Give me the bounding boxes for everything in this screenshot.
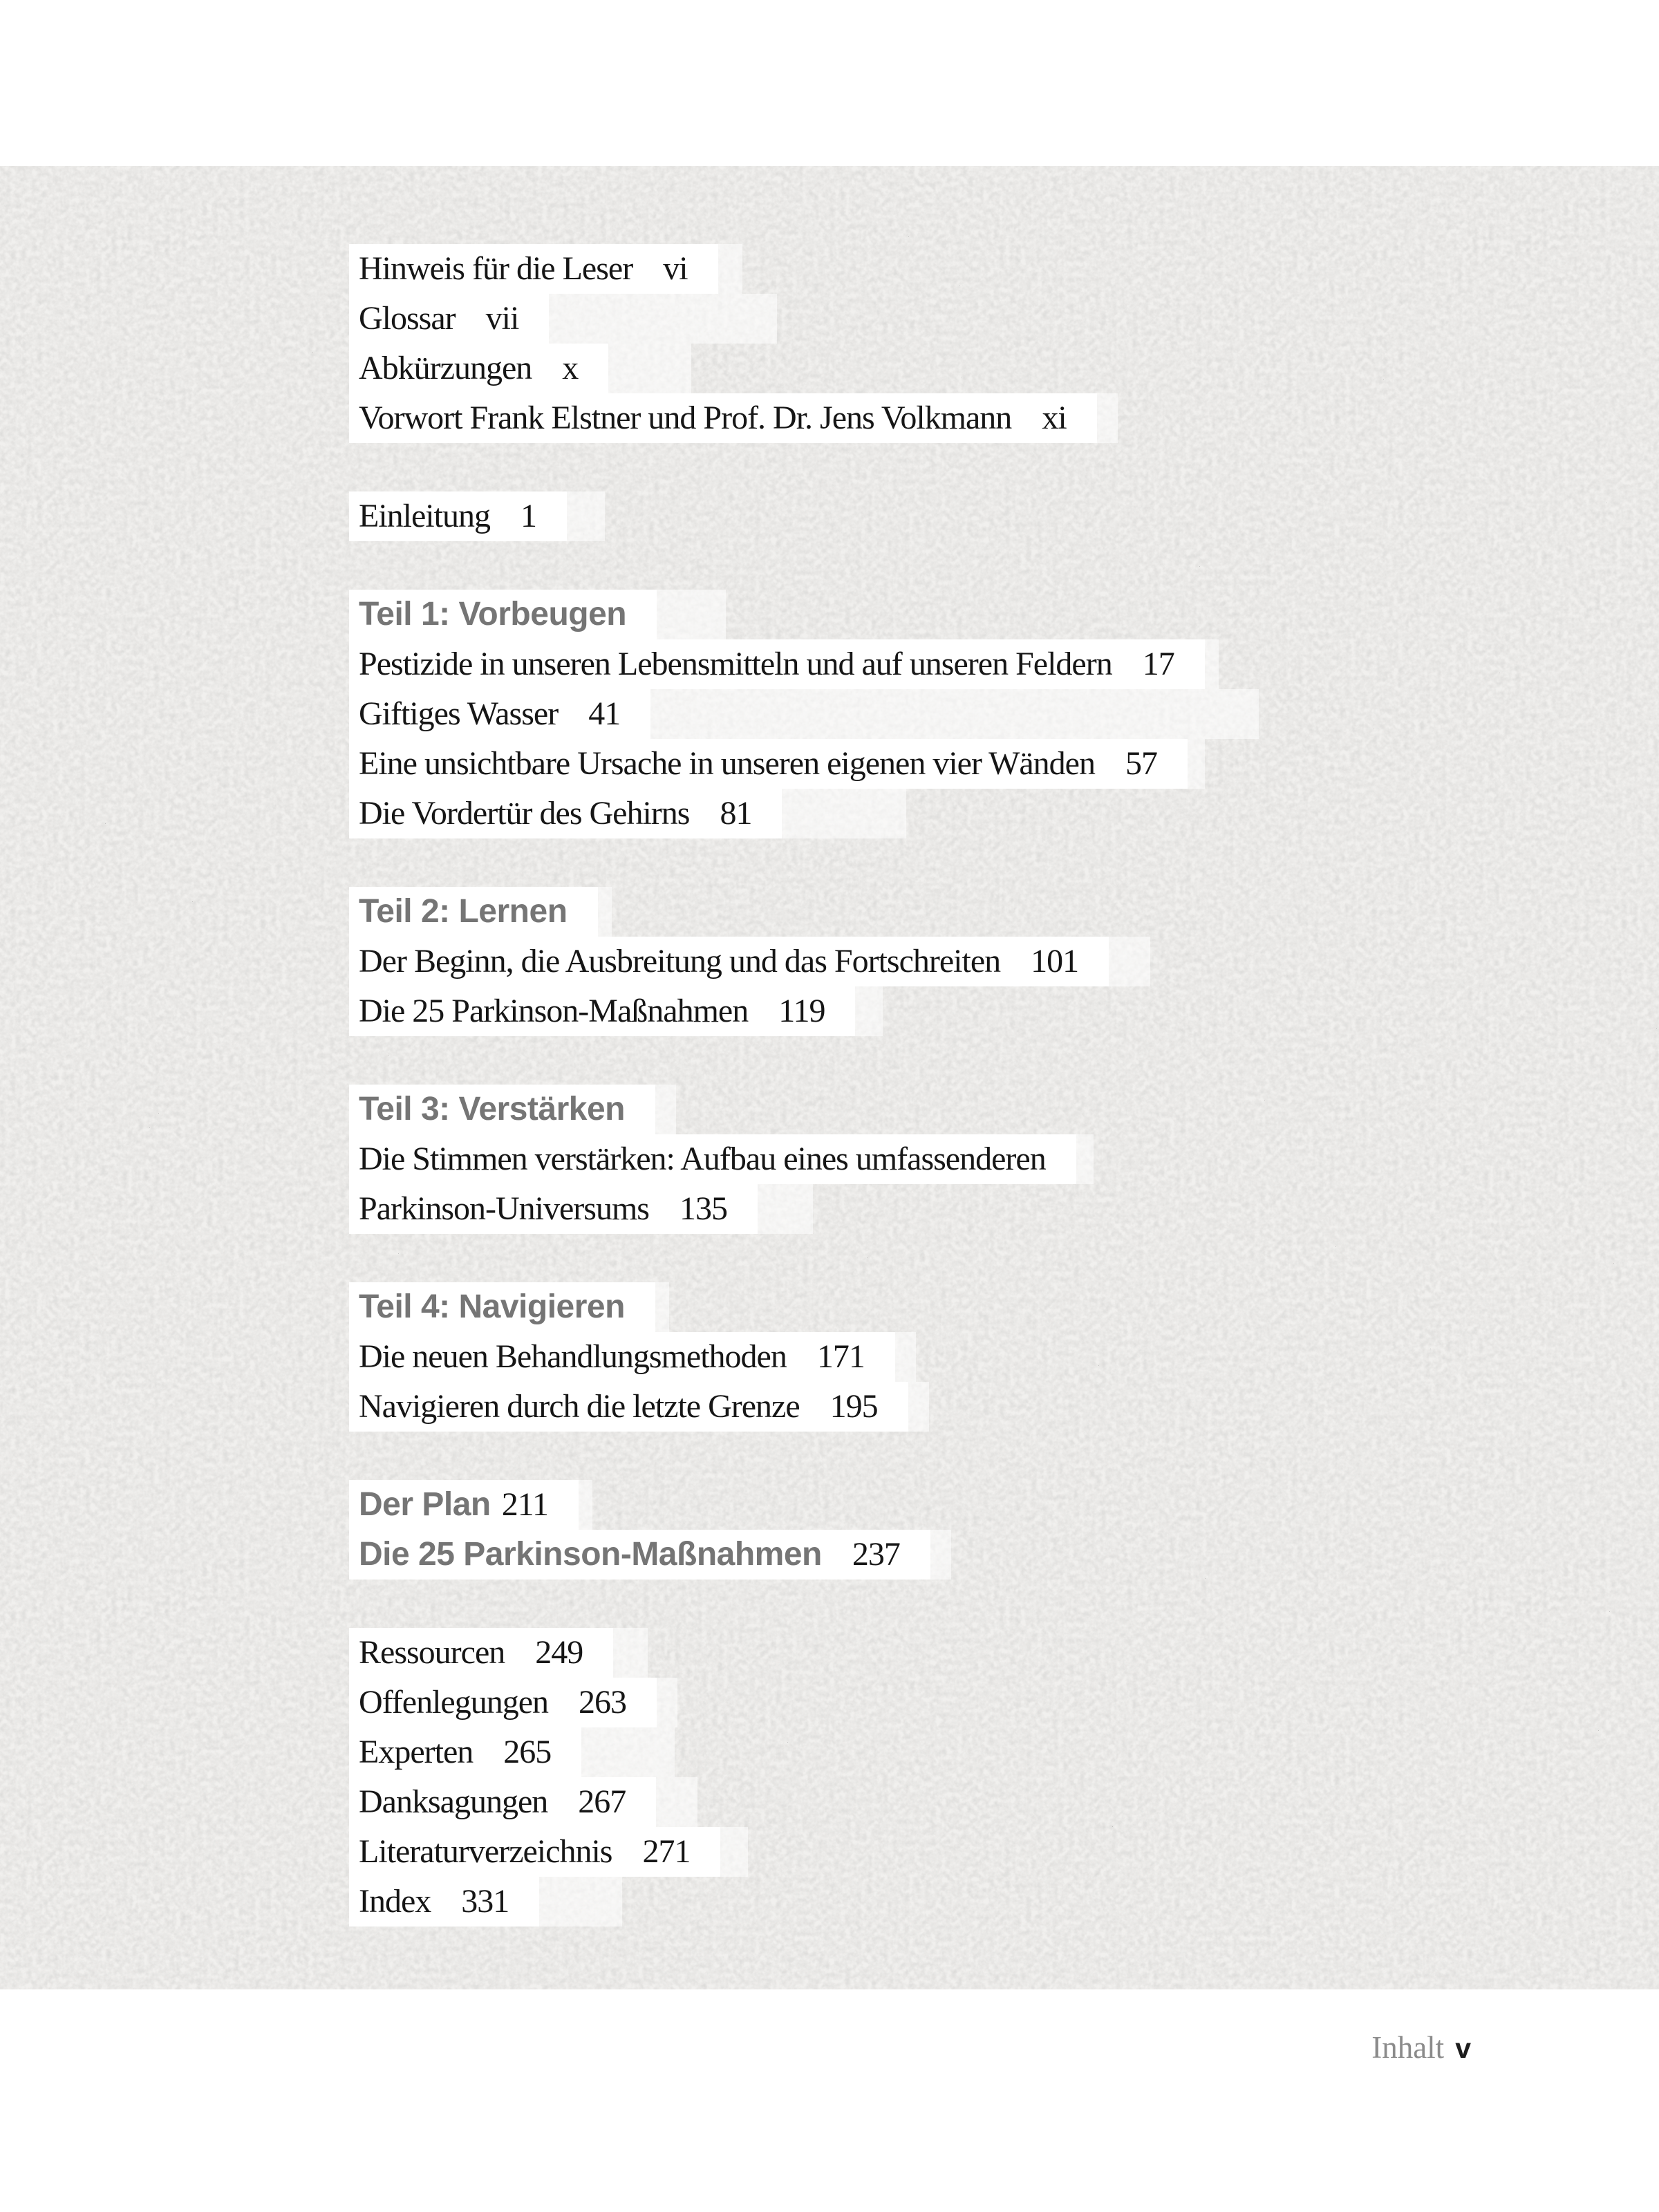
toc-entry (349, 739, 1188, 789)
toc-entry-title: Vorwort Frank Elstner und Prof. Dr. Jens Volkmann (359, 400, 1012, 436)
toc-entry-page: 331 (461, 1883, 509, 1920)
toc-entry (349, 1678, 657, 1727)
toc-entry (349, 1332, 895, 1382)
toc-entry-line-1 (349, 1134, 1076, 1184)
footer-page-number: v (1455, 2032, 1471, 2064)
toc-entry-page: xi (1042, 400, 1067, 436)
toc-entry-title: Giftiges Wasser (359, 695, 559, 732)
toc-entry-title: Glossar (359, 300, 456, 337)
toc-content-column (0, 166, 1659, 1927)
toc-entry-page: 211 (501, 1486, 548, 1523)
toc-entry-page: 171 (816, 1338, 865, 1375)
toc-entry (349, 1777, 656, 1827)
toc-entry-page: 57 (1125, 745, 1157, 782)
toc-entry-title: Der Beginn, die Ausbreitung und das Fortschreiten (359, 943, 1001, 980)
toc-entry (349, 1382, 908, 1432)
toc-entry (349, 986, 855, 1036)
part-heading (349, 1085, 655, 1134)
toc-entry-title: Die Stimmen verstärken: Aufbau eines umfassenderen (359, 1141, 1046, 1177)
page-footer (1371, 2030, 1471, 2066)
toc-entry-page: 135 (679, 1190, 727, 1227)
footer-section-label: Inhalt (1371, 2030, 1445, 2065)
toc-entry (349, 1628, 613, 1678)
toc-entry (349, 393, 1097, 443)
toc-entry (349, 689, 650, 739)
toc-entry (349, 344, 608, 393)
toc-entry-title: Die Vordertür des Gehirns (359, 795, 690, 832)
toc-entry-page: 17 (1142, 646, 1174, 682)
toc-entry-page: 263 (579, 1684, 627, 1721)
toc-entry-page: 101 (1031, 943, 1079, 980)
toc-entry-title: Hinweis für die Leser (359, 250, 633, 287)
part-heading (349, 590, 657, 639)
toc-entry-title: Pestizide in unseren Lebensmitteln und auf unseren Feldern (359, 646, 1112, 682)
toc-entry-title: Danksagungen (359, 1783, 548, 1820)
toc-entry-title: Die 25 Parkinson-Maßnahmen (359, 993, 749, 1029)
toc-entry-page: vi (663, 250, 688, 287)
toc-entry (349, 294, 549, 344)
toc-entry-title: Index (359, 1883, 431, 1920)
toc-entry (349, 1727, 581, 1777)
toc-entry-page: 1 (520, 498, 536, 534)
toc-entry-page: 249 (535, 1634, 583, 1671)
toc-entry-title: Navigieren durch die letzte Grenze (359, 1388, 800, 1425)
toc-entry-page: 267 (578, 1783, 626, 1820)
toc-entry-line-2 (349, 1184, 758, 1234)
toc-entry-page: 81 (720, 795, 752, 832)
toc-entry-title: Experten (359, 1734, 474, 1770)
toc-entry-title: Parkinson-Universums (359, 1190, 649, 1227)
toc-entry (349, 491, 567, 541)
toc-entry-page: 119 (778, 993, 825, 1029)
part-heading-label: Teil 3: Verstärken (359, 1091, 625, 1127)
toc-entry-page: 265 (503, 1734, 552, 1770)
toc-entry-page: x (562, 350, 579, 386)
toc-entry (349, 244, 718, 294)
toc-entry-page: 195 (830, 1388, 878, 1425)
toc-entry (349, 789, 782, 838)
toc-entry-title: Der Plan (359, 1486, 491, 1523)
toc-entry-page: 237 (852, 1536, 900, 1573)
toc-entry-page: vii (485, 300, 519, 337)
part-heading-label: Teil 2: Lernen (359, 893, 568, 930)
part-heading (349, 1282, 655, 1332)
toc-entry-title: Die 25 Parkinson-Maßnahmen (359, 1536, 822, 1573)
toc-entry-page: 41 (588, 695, 621, 732)
toc-entry-title: Die neuen Behandlungsmethoden (359, 1338, 787, 1375)
toc-entry-title: Offenlegungen (359, 1684, 549, 1721)
toc-entry-title: Ressourcen (359, 1634, 505, 1671)
toc-entry-page: 271 (642, 1833, 691, 1870)
toc-entry-title: Einleitung (359, 498, 490, 534)
toc-entry-plan (349, 1480, 579, 1530)
toc-entry (349, 1827, 720, 1877)
part-heading (349, 887, 598, 937)
scanned-paper-region (0, 166, 1659, 1989)
part-heading-label: Teil 1: Vorbeugen (359, 596, 627, 632)
toc-entry (349, 639, 1205, 689)
toc-entry-title: Abkürzungen (359, 350, 532, 386)
toc-entry (349, 937, 1109, 986)
toc-entry (349, 1877, 539, 1927)
toc-entry-title: Eine unsichtbare Ursache in unseren eigenen vier Wänden (359, 745, 1095, 782)
part-heading-label: Teil 4: Navigieren (359, 1288, 625, 1325)
toc-entry-plan (349, 1530, 930, 1580)
toc-entry-title: Literaturverzeichnis (359, 1833, 612, 1870)
